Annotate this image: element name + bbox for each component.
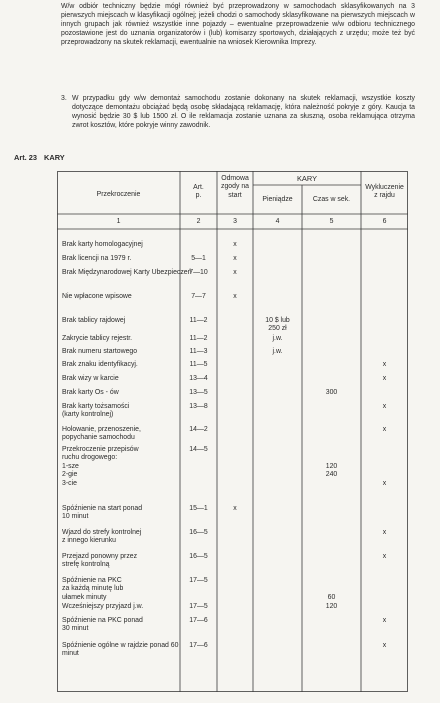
header-odmowa: Odmowa zgody na start: [221, 175, 249, 199]
row-wykluczenie: x: [382, 403, 387, 410]
row-odmowa: x: [233, 269, 237, 276]
column-number: 6: [382, 218, 387, 225]
header-pieniadze: Pieniądze: [262, 196, 293, 203]
article-title: KARY: [44, 153, 65, 162]
paragraph-3-text: W przypadku gdy w/w demontaż samochodu zostanie dokonany na skutek reklamacji, wszystkie koszty dotyczące demontażu obciążać będą osobę składającą reklamację, która należność pokryje z góry. Kaucja ta wynosić będzie 30 $ lub 1500 zł. O ile reklamacja zostanie uznana za słuszną, osoba reklamująca otrzyma zwrot kosztów, które pokryje winny zawodnik.: [72, 95, 415, 129]
row-pieniadze: j.w.: [272, 335, 283, 342]
row-art: 13—8: [189, 403, 208, 410]
row-art: 7—10: [189, 269, 208, 276]
header-wykluczenie: Wykluczenie z rajdu: [365, 184, 404, 200]
row-art: 13—5: [189, 389, 208, 396]
row-odmowa: x: [233, 241, 237, 248]
row-pieniadze: j.w.: [272, 348, 283, 355]
row-odmowa: x: [233, 293, 237, 300]
row-label: Brak Międzynarodowej Karty Ubezpieczeń: [62, 269, 192, 276]
row-wykluczenie: x: [382, 375, 387, 382]
row-label: Brak karty Os - ów: [62, 389, 119, 396]
article-heading: [14, 153, 65, 162]
row-label: Brak karty tożsamości (karty kontrolnej): [62, 403, 130, 419]
row-art: 17—6: [189, 642, 208, 649]
penalties-table: [57, 171, 408, 692]
row-wykluczenie: x: [382, 553, 387, 560]
row-czas: 120 240: [325, 462, 338, 479]
row-art: 11—2: [189, 317, 208, 324]
row-czas: 120: [325, 603, 338, 610]
column-number: 4: [275, 218, 280, 225]
row-label: Brak tablicy rajdowej: [62, 317, 126, 324]
row-label: Spóźnienie na PKC ponad 30 minut: [62, 617, 143, 633]
row-art: 14—2: [189, 426, 208, 433]
row-art: 16—5: [189, 553, 208, 560]
row-art: 16—5: [189, 529, 208, 536]
row-czas: 300: [325, 389, 338, 396]
column-number: 2: [196, 218, 201, 225]
row-label: Brak karty homologacyjnej: [62, 241, 143, 248]
header-czas: Czas w sek.: [312, 196, 351, 203]
column-number: 3: [233, 218, 237, 225]
row-wykluczenie: x: [382, 361, 387, 368]
paragraph-number: 3.: [61, 95, 67, 102]
row-label: Spóźnienie na PKC za każdą minutę lub ułamek minuty: [62, 577, 124, 601]
row-label: Brak numeru startowego: [62, 348, 138, 355]
header-kary: KARY: [297, 174, 317, 183]
row-art: 11—3: [189, 348, 208, 355]
row-label: Przejazd ponowny przez strefę kontrolną: [62, 553, 138, 569]
row-art: 17—6: [189, 617, 208, 624]
row-art: 15—1: [189, 505, 208, 512]
column-number: 1: [116, 218, 121, 225]
row-label: Wcześniejszy przyjazd j.w.: [62, 603, 144, 610]
row-art: 11—5: [189, 361, 208, 368]
row-label: Przekroczenie przepisów ruchu drogowego: 1-sze 2-gie 3-cie: [62, 446, 139, 487]
row-art: 5—1: [191, 255, 206, 262]
row-wykluczenie: x: [382, 529, 387, 536]
article-number: Art. 23: [14, 153, 38, 162]
row-odmowa: x: [233, 255, 237, 262]
header-przekroczenie: Przekroczenie: [96, 191, 141, 198]
row-odmowa: x: [233, 505, 237, 512]
row-art: 17—5: [189, 577, 208, 584]
paragraph-technical-inspection: W/w odbiór techniczny będzie mógł również być przeprowadzony w samochodach sklasyfikowanych na 3 pierwszych miejscach w klasyfikacji ogólnej; jeżeli chodzi o samochody sklasyfikowane na pierwszych miejscach w innych grupach jak również wszystkie inne pojazdy – ewentualne przeprowadzenie w/w odbioru technicznego pozostawione jest do uznania organizatorów i (lub) komisarzy sportowych, działających z urzędu; może też być przeprowadzony na skutek reklamacji, ewentualnie na wniosek Kierownika Imprezy.: [61, 3, 415, 46]
row-label: Brak znaku identyfikacyj.: [62, 361, 138, 368]
row-art: 14—5: [189, 446, 208, 453]
row-label: Nie wpłacone wpisowe: [62, 293, 132, 300]
paragraph-3: [61, 95, 415, 131]
row-label: Wjazd do strefy kontrolnej z innego kierunku: [62, 529, 142, 545]
row-wykluczenie: x: [382, 642, 387, 649]
row-label: Brak wizy w karcie: [62, 375, 119, 382]
row-czas: 60: [327, 593, 336, 601]
row-label: Brak licencji na 1979 r.: [62, 255, 132, 262]
row-wykluczenie: x: [382, 479, 387, 487]
row-pieniadze: 10 $ lub 250 zł: [265, 317, 290, 333]
header-art: Art. p.: [193, 184, 204, 200]
row-art: 7—7: [191, 293, 206, 300]
row-label: Zakrycie tablicy rejestr.: [62, 335, 133, 342]
row-label: Spóźnienie na start ponad 10 minut: [62, 505, 143, 521]
row-art: 11—2: [189, 335, 208, 342]
row-art: 13—4: [189, 375, 208, 382]
column-number: 5: [329, 218, 334, 225]
row-art: 17—5: [189, 603, 208, 610]
row-wykluczenie: x: [382, 617, 387, 624]
row-label: Holowanie, przenoszenie, popychanie samochodu: [62, 426, 141, 442]
row-label: Spóźnienie ogólne w rajdzie ponad 60 minut: [62, 642, 179, 658]
row-wykluczenie: x: [382, 426, 387, 433]
